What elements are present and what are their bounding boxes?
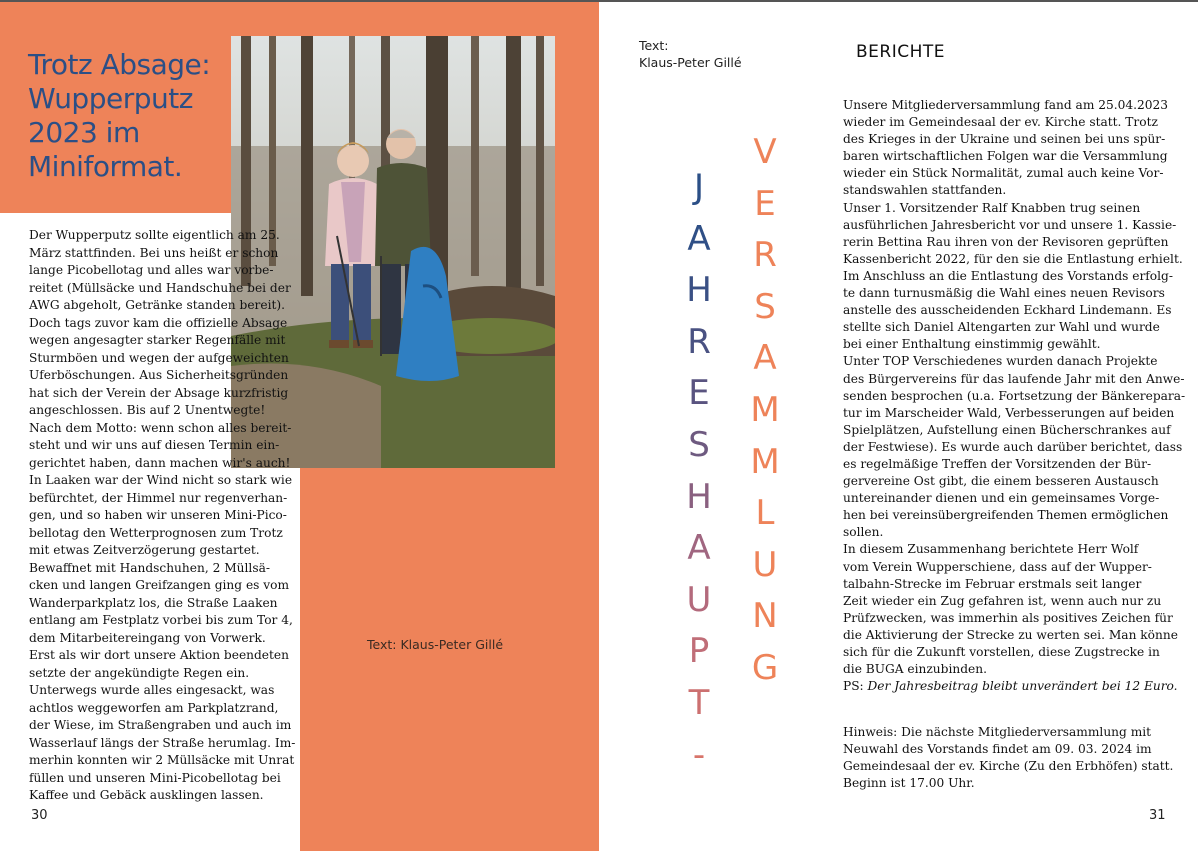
vertical-letter: H	[686, 476, 712, 517]
credit-line: Klaus-Peter Gillé	[639, 55, 742, 70]
body-line: gerichtet haben, dann machen wir's auch!	[29, 455, 291, 470]
ps-text: Der Jahresbeitrag bleibt unverändert bei 12 Euro.	[867, 679, 1178, 694]
body-line: Im Anschluss an die Entlastung des Vorstands erfolg-	[843, 268, 1173, 283]
body-line: des Krieges in der Ukraine und seinen bei uns spür-	[843, 132, 1166, 147]
vertical-letter: R	[687, 321, 711, 362]
body-line: gen, und so haben wir unseren Mini-Pico-	[29, 508, 287, 522]
vertical-letter: U	[686, 579, 712, 620]
body-line: cken und langen Greifzangen ging es vom	[29, 578, 290, 592]
vertical-title-jahreshaupt	[676, 162, 722, 781]
body-line: gervereine Ost gibt, die einem besseren Austausch	[843, 474, 1159, 489]
vertical-letter: -	[692, 734, 706, 775]
body-line: achtlos weggeworfen am Parkplatzrand,	[29, 700, 279, 715]
notice-line: Neuwahl des Vorstands findet am 09. 03. 2024 im	[843, 742, 1152, 757]
body-line: baren wirtschaftlichen Folgen war die Versammlung	[843, 149, 1168, 164]
notice-line: Gemeindesaal der ev. Kirche (Zu den Erbhöfen) statt.	[843, 759, 1174, 774]
body-line: Kaffee und Gebäck ausklingen lassen.	[29, 788, 264, 802]
credit-line: Text:	[639, 38, 669, 53]
body-line: die Aktivierung der Strecke zu werten sei. Man könne	[843, 627, 1178, 642]
vertical-letter: T	[688, 682, 710, 723]
body-line: des Bürgervereins für das laufende Jahr mit den Anwe-	[843, 371, 1185, 386]
top-rule	[0, 0, 1198, 2]
body-line: Der Wupperputz sollte eigentlich am 25.	[29, 228, 280, 242]
vertical-letter: S	[688, 424, 710, 465]
vertical-letter: L	[755, 493, 775, 534]
body-line: Nach dem Motto: wenn schon alles bereit-	[29, 420, 292, 435]
body-line: steht und wir uns auf diesen Termin ein-	[29, 438, 280, 452]
body-line: hen bei vereinsübergreifenden Themen ermöglichen	[843, 508, 1169, 523]
body-line: hat sich der Verein der Absage kurzfristig	[29, 385, 289, 400]
author-credit-right	[639, 37, 742, 71]
body-line: dem Mitarbeitereingang von Vorwerk.	[29, 630, 266, 645]
body-line: Wasserlauf längs der Straße herumlag. Im-	[29, 735, 296, 750]
body-line: reitet (Müllsäcke und Handschuhe bei der	[29, 280, 291, 295]
vertical-letter: J	[693, 167, 705, 207]
body-line: senden besprochen (u.a. Fortsetzung der Bänkerepara-	[843, 388, 1186, 403]
headline-line: Wupperputz	[28, 82, 193, 115]
body-line: In diesem Zusammenhang berichtete Herr Wolf	[843, 542, 1139, 557]
vertical-letter: A	[687, 528, 711, 569]
body-line: anstelle des ausscheidenden Eckhard Lindemann. Es	[843, 303, 1172, 318]
body-line: angeschlossen. Bis auf 2 Unentwegte!	[29, 403, 266, 417]
vertical-letter: S	[754, 286, 776, 327]
article-headline	[28, 48, 228, 184]
body-line: Kassenbericht 2022, für den sie die Entlastung erhielt.	[843, 251, 1183, 266]
page-number: 31	[1149, 808, 1166, 823]
vertical-letter: U	[752, 544, 778, 585]
article-body	[29, 227, 296, 805]
author-credit: Text: Klaus-Peter Gillé	[367, 637, 504, 652]
body-line: März stattfinden. Bei uns heißt er schon	[29, 245, 279, 260]
notice-line: Hinweis: Die nächste Mitgliederversammlung mit	[843, 725, 1152, 739]
body-line: Zeit wieder ein Zug gefahren ist, wenn auch nur zu	[843, 593, 1162, 608]
body-line: AWG abgeholt, Getränke standen bereit).	[29, 298, 285, 312]
body-line: lange Picobellotag und alles war vorbe-	[29, 263, 274, 277]
postscript	[843, 678, 1178, 695]
body-line: mit etwas Zeitverzögerung gestartet.	[29, 543, 260, 557]
report-body	[843, 97, 1186, 695]
body-line: die BUGA einzubinden.	[843, 662, 987, 677]
body-line: entlang am Festplatz vorbei bis zum Tor 4,	[29, 613, 293, 627]
body-line: Erst als wir dort unsere Aktion beendeten	[29, 648, 289, 662]
vertical-letter: P	[688, 631, 710, 672]
body-line: tur im Marscheider Wald, Verbesserungen auf beiden	[843, 405, 1175, 420]
vertical-letter: M	[750, 389, 780, 430]
body-line: füllen und unseren Mini-Picobellotag bei	[29, 770, 281, 785]
body-line: merhin konnten wir 2 Müllsäcke mit Unrat	[29, 753, 295, 767]
body-line: bei einer Enthaltung einstimmig gewählt.	[843, 337, 1101, 352]
body-line: der Wiese, im Straßengraben und auch im	[29, 718, 292, 732]
body-line: Sturmböen und wegen der aufgeweichten	[29, 350, 289, 365]
vertical-letter: H	[686, 270, 712, 311]
body-line: wieder ein Stück Normalität, zumal auch keine Vor-	[843, 166, 1164, 181]
vertical-letter: A	[687, 218, 711, 259]
vertical-letter: N	[752, 596, 778, 637]
body-line: bellotag den Wetterprognosen zum Trotz	[29, 525, 283, 540]
headline-line: Miniformat.	[28, 150, 183, 183]
body-line: es regelmäßige Treffen der Vorsitzenden der Bür-	[843, 456, 1152, 471]
body-line: Unterwegs wurde alles eingesackt, was	[29, 683, 275, 697]
body-line: untereinander dienen und ein gemeinsames Vorge-	[843, 491, 1160, 506]
body-line: talbahn-Strecke im Februar erstmals seit langer	[843, 576, 1142, 591]
body-line: der Festwiese). Es wurde auch darüber berichtet, dass	[843, 439, 1183, 454]
body-line: Unsere Mitgliederversammlung fand am 25.04.2023	[843, 98, 1169, 112]
body-line: Uferböschungen. Aus Sicherheitsgründen	[29, 368, 289, 382]
body-line: Spielplätzen, Aufstellung einen Bücherschrankes auf	[843, 422, 1171, 437]
vertical-title-versammlung	[742, 127, 788, 695]
meeting-notice	[843, 724, 1173, 792]
body-line: rerin Bettina Rau ihren von der Revisoren geprüften	[843, 234, 1169, 249]
body-line: standswahlen stattfanden.	[843, 183, 1007, 198]
ps-label: PS:	[843, 679, 868, 694]
body-line: Unter TOP Verschiedenes wurden danach Projekte	[843, 354, 1158, 369]
body-line: ausführlichen Jahresbericht vor und unsere 1. Kassie-	[843, 217, 1177, 232]
vertical-letter: M	[750, 441, 780, 482]
body-line: setzte der angekündigte Regen ein.	[29, 665, 250, 680]
page-number: 30	[31, 808, 48, 823]
headline-line: Trotz Absage:	[28, 48, 211, 81]
body-line: wegen angesagter starker Regenfälle mit	[29, 333, 286, 347]
vertical-letter: V	[753, 132, 777, 172]
body-line: In Laaken war der Wind nicht so stark wie	[29, 473, 293, 487]
vertical-letter: R	[753, 235, 777, 276]
headline-line: 2023 im	[28, 116, 140, 149]
notice-line: Beginn ist 17.00 Uhr.	[843, 776, 975, 791]
vertical-letter: E	[754, 183, 776, 224]
body-line: Doch tags zuvor kam die offizielle Absage	[29, 315, 288, 330]
body-line: Prüfzwecken, was immerhin als positives Zeichen für	[843, 610, 1173, 625]
section-title: BERICHTE	[856, 42, 946, 62]
body-line: te dann turnusmäßig die Wahl eines neuen Revisors	[843, 286, 1165, 301]
body-line: stellte sich Daniel Altengarten zur Wahl und wurde	[843, 320, 1160, 335]
body-line: Wanderparkplatz los, die Straße Laaken	[29, 595, 278, 610]
vertical-letter: G	[751, 647, 779, 688]
body-line: sich für die Zukunft vorstellen, diese Zugstrecke in	[843, 645, 1160, 659]
vertical-letter: A	[753, 338, 777, 379]
body-line: Unser 1. Vorsitzender Ralf Knabben trug seinen	[843, 200, 1141, 215]
body-line: sollen.	[843, 525, 884, 540]
vertical-letter: E	[688, 373, 710, 414]
body-line: Bewaffnet mit Handschuhen, 2 Müllsä-	[29, 560, 270, 575]
body-line: befürchtet, der Himmel nur regenverhan-	[29, 490, 288, 505]
body-line: wieder im Gemeindesaal der ev. Kirche statt. Trotz	[843, 115, 1158, 130]
body-line: vom Verein Wupperschiene, dass auf der Wupper-	[843, 559, 1152, 574]
